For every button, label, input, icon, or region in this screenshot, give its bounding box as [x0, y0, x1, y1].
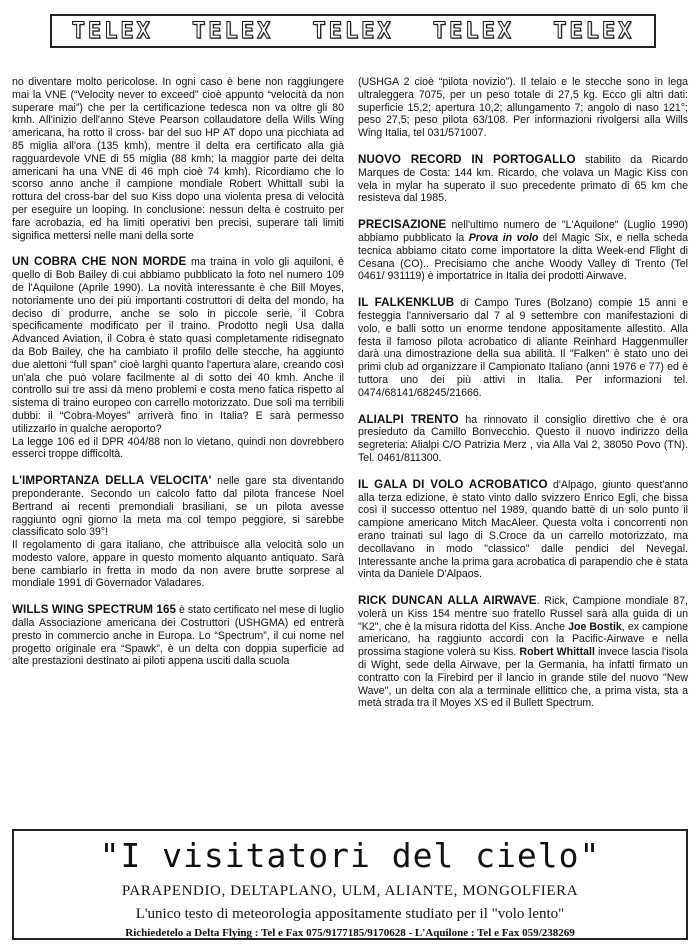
person-name: Robert Whittall: [519, 646, 595, 659]
article-paragraph: [358, 479, 688, 581]
telex-word: TELEX: [432, 18, 514, 44]
article-paragraph: [358, 154, 688, 205]
ad-description: L'unico testo di meteorologia appositamente studiato per il "volo lento": [135, 906, 565, 922]
article-columns: [12, 76, 688, 822]
article-text: nelle gare sta diventando preponderante. Secondo un calcolo fatto dal pilota francese Noel Bertrand ai recenti premondiali brasiliani, se un pilota avesse raggiunto ogni giorno la meta ma col tempo peggiore, si sarebbe classificato solo 39°!: [12, 475, 344, 539]
right-column: [358, 76, 688, 822]
article-text: Il regolamento di gara italiano, che attribuisce alla velocità solo un modesto valore, appare in questo momento alquanto antiquato. Sarà bene cambiarlo in fretta in modo da non avere brutte sorprese al mondiale 1991 di Governador Valadares.: [12, 539, 344, 590]
article-paragraph: [12, 475, 344, 539]
article-headline: NUOVO RECORD IN PORTOGALLO: [358, 152, 576, 166]
article-headline: PRECISAZIONE: [358, 218, 447, 232]
article-duncan: [358, 595, 688, 710]
article-text: d'Alpago, giunto quest'anno alla terza edizione, è stato vinto dallo svizzero Enrico Egli, che bissa così il successo ottentuo nel 1989, quando battè di un solo punto il campione americano Mitch MacAleer. Questa volta i concorrenti non erano trainati sul lago di S.Croce da un carrello motorizzato, ma decollavano in modo "classico" dalle pendici del Nevegal. Interessante anche la prima gara acrobatica di parapendio che è stata vinta da Daniele D'Alpaos.: [358, 478, 688, 581]
article-headline: L'IMPORTANZA DELLA VELOCITA': [12, 474, 212, 488]
article-paragraph: [12, 256, 344, 435]
article-text: stabilito da Ricardo Marques de Costa: 144 km. Ricardo, che volava un Magic Kiss con vela in mylar ha superato il suo precedente primato di 65 km che resisteva dal 1985.: [358, 153, 688, 205]
article-text: del Magic Six, e nella scheda tecnica abbiamo citato come importatore la ditta Week-end Flight di Cesana (CO).. Precisiamo che anche Woody Valley di Trento (Tel 0461/ 931119) è importatrice in Italia dei prodotti Airwave.: [358, 231, 688, 283]
ad-subtitle: PARAPENDIO, DELTAPLANO, ULM, ALIANTE, MONGOLFIERA: [121, 883, 579, 899]
ad-contact: Richiedetelo a Delta Flying : Tel e Fax 075/9177185/9170628 - L'Aquilone : Tel e Fax 059/238269: [125, 927, 575, 939]
article-text: di Campo Tures (Bolzano) compie 15 anni e festeggia l'anniversario dal 7 al 9 settembre con manifestazioni di volo, e balli sotto un enorme tendone appositamente allestito. Alla festa il famoso pilota acrobatico di aliante Reinhard Haggenmuller darà una dimostrazione della sua abilità. Il "Falken" è stato uno dei primi club ad organizzare il Campionato Italiano (anni 1976 e 77) ed è tuttora uno dei più attivi in Italia. Per informazioni tel. 0474/68141/68245/21666.: [358, 297, 688, 399]
article-spectrum: [12, 604, 344, 668]
article-headline: IL FALKENKLUB: [358, 296, 455, 310]
article-precisazione: [358, 219, 688, 283]
telex-word: TELEX: [71, 18, 153, 44]
article-paragraph: [358, 414, 688, 465]
article-text: , ex campione americano, ha raggiunto accordi con la Pacific-Airwave e nella prossima stagione volerà su Kiss.: [358, 620, 689, 659]
person-name: Joe Bostik: [568, 620, 622, 633]
article-headline: WILLS WING SPECTRUM 165: [12, 603, 177, 617]
article-text: è stato certificato nel mese di luglio dalla Associazione americana dei Costruttori (USHGMA) ed entrerà presto in commercio anche in Europa. Lo “Spectrum”, il cui nome nel progetto originale era “Spawk”, è un delta con doppia superficie ad alte prestazioni destinato ai piloti appena usciti dalla scuola: [12, 604, 344, 668]
telex-banner: [50, 14, 656, 48]
telex-word: TELEX: [312, 18, 394, 44]
article-headline: IL GALA DI VOLO ACROBATICO: [358, 477, 548, 491]
article-text: . Rick, Campione mondiale 87, volerà un Kiss 154 mentre suo fratello Russel sarà alla guida di un "K2", che è la misura ridotta del Kiss. Anche: [358, 595, 688, 633]
article-portogallo: [358, 154, 688, 205]
article-headline: RICK DUNCAN ALLA AIRWAVE: [358, 594, 537, 608]
article-text: ha rinnovato il consiglio direttivo che è ora presieduto da Camillo Bonvecchio. Questo il nuovo indirizzo della segreteria: Alialpi C/O Patrizia Merz , via Alla Val 2, 38050 Povo (TN). Tel. 0461/811300.: [358, 413, 688, 464]
article-text: no diventare molto pericolose. In ogni caso è bene non raggiungere mai la VNE (“Velocity never to exceed” cioè appunto “velocità da non superare mai”) che per la certificazione tedesca non va oltre gli 80 kmh. All'inizio dell'anno Steve Pearson collaudatore della Wills Wing americana, ha rotto il cross- bar del suo HP AT dopo una picchiata ad 85 miglia all'ora (135 kmh), mentre il deltа era certificato alla già ragguardevole VNE di 55 miglia (88 kmh; la maggior parte dei delta americani ha una VNE di 46 mph cioè 74 kmh). Ricordiamo che lo scorso anno anche il campione mondiale Robert Whittall subì la rottura del cross-bar del suo Kiss dopo una violenta presa di velocità per eseguire un looping. In conclusione: nessun delta è costruito per fare acrobazia, ed ha limiti operativi ben precisi, superare tali limiti significa mettersi nelle mani della sorte: [12, 76, 344, 242]
article-paragraph: [12, 604, 344, 668]
telex-word: TELEX: [553, 18, 635, 44]
left-column: [12, 76, 344, 822]
article-text: (USHGA 2 cioè “pilota novizio”). Il telaio e le stecche sono in lega ultraleggera 7075, per un peso totale di 27,5 kg. Ecco gli altri dati: superficie 15,2; apertura 10,2; allungamento 7; angolo di naso 121°; peso 27,5; peso pilota 63/108. Per informazioni rivolgersi alla Wills Wing Italia, tel 031/571007.: [358, 76, 688, 140]
article-emphasis: Prova in volo: [468, 231, 539, 244]
article-text: La legge 106 ed il DPR 404/88 non lo vietano, quindi non dovrebbero esserci troppe difficoltà.: [12, 435, 344, 461]
article-alialpi: [358, 414, 688, 465]
article-cobra: [12, 256, 344, 461]
article-velocita: [12, 475, 344, 590]
article-text: invece lascia l'isola di Wight, sede della Airwave, per la Germania, ha infatti firmato un contratto con la Firebird per il lancio in grande stile del nuovo "New Wave", un delta con ala a terminale ellittico che, a prima vista, sta a metà strada tra il Moyes XS ed il Bullett Spectrum.: [358, 646, 688, 710]
article-falkenklub: [358, 297, 688, 399]
article-spectrum-continued: [358, 76, 688, 140]
article-paragraph: [358, 219, 688, 283]
article-gala: [358, 479, 688, 581]
article-paragraph: [358, 297, 688, 399]
telex-word: TELEX: [191, 18, 274, 44]
article-text: nell'ultimo numero de "L'Aquilone" (Luglio 1990) abbiamo pubblicato la: [358, 219, 688, 244]
article-vne: [12, 76, 344, 242]
article-paragraph: [358, 595, 688, 710]
ad-title: "I visitatori del cielo": [99, 836, 601, 875]
article-headline: ALIALPI TRENTO: [358, 412, 459, 426]
article-text: ma traina in volo gli aquiloni, è quello di Bob Bailey di cui abbiamo pubblicato la foto nel numero 109 de l'Aquilone (Aprile 1990). La novità interessante è che Bill Moyes, notoriamente uno dei più importanti costruttori di delta del mondo, ha deciso di produrre, anche se solo in piccole serie, il Cobra specificamente modificato per il traino. Prodotto negli Usa dalla Advanced Aviation, il Cobra è stato quasi completamente ridisegnato da Bob Bailey, che ha cambiato il profilo delle stecche, ha aggiunto due alettoni “full span” cioè larghi quanto l'apertura alare, creando così un'ala che può volare facilmente al di sotto dei 40 kmh. Anche il controllo sui tre assi dà meno problemi e costa meno fatica rispetto al sistema di traino europeo con carrello motorizzato. Due soli ma terribili dubbi: il “Cobra-Moyes” arriverà fino in Italia? E sarà permesso utilizzarlo in qualche aeroporto?: [12, 256, 345, 435]
article-headline: UN COBRA CHE NON MORDE: [12, 255, 187, 269]
book-advertisement: [12, 829, 688, 940]
